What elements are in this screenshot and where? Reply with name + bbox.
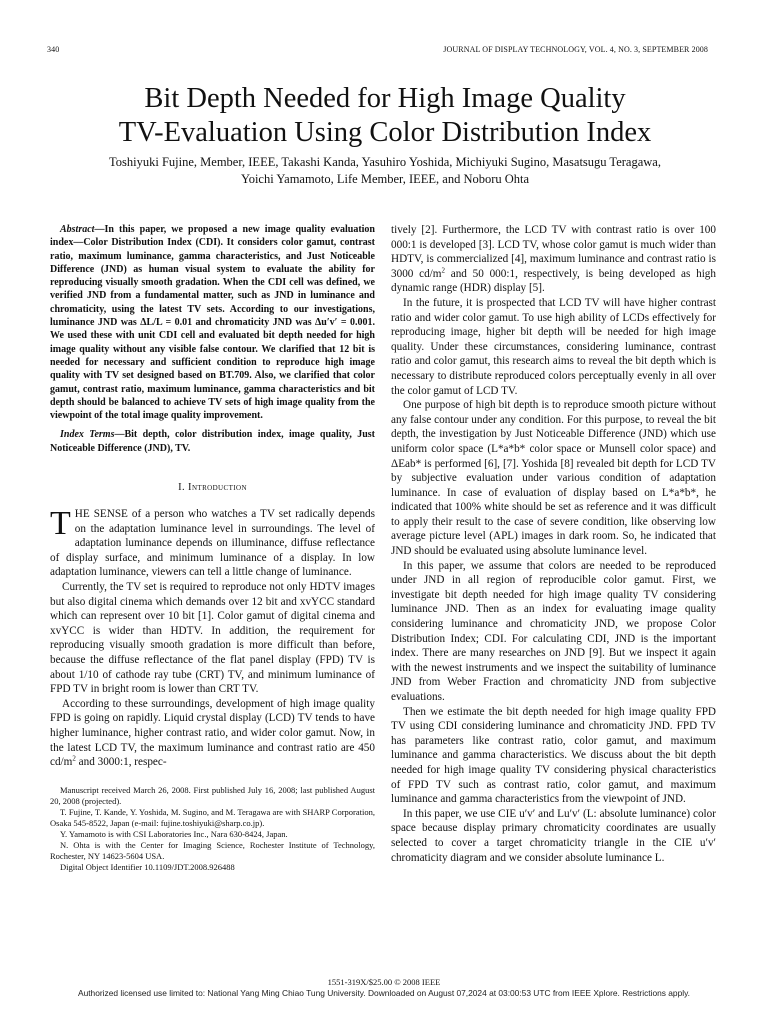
right-paragraph-5: Then we estimate the bit depth needed for high image quality FPD TV using CDI considering luminance and chromaticity JND. FPD TV has parameters like contrast ratio, color gamut, and maximum luminance and gamma characteristics. We discuss about the bit depth needed for high image quality TV considering physical characteristics of FPD TV such as contrast ratio, color gamut, and maximum luminance and gamma characteristics from the viewpoint of JND. [391, 705, 716, 806]
intro-p3-text-a: According to these surroundings, development of high image quality FPD is going on rapidly. Liquid crystal display (LCD) TV tends to have higher luminance, higher contrast ratio, and wider color gamut. Now, in the latest LCD TV, the maximum luminance and contrast ratio are 450 cd/m [50, 697, 375, 769]
title-line-1: Bit Depth Needed for High Image Quality [144, 83, 626, 114]
title-line-2: TV-Evaluation Using Color Distribution Index [118, 117, 652, 148]
paper-title [40, 82, 730, 150]
right-p1-text-a: tively [2]. Furthermore, the LCD TV with contrast ratio is over 100 000:1 is developed [3]. LCD TV, whose color gamut is much wider than HDTV, is commercialized [4], maximum luminance and contrast ratio is 3000 cd/m [391, 224, 716, 280]
footnote-affiliation-rit: N. Ohta is with the Center for Imaging Science, Rochester Institute of Technology, Rochester, NY 14623-5604 USA. [50, 839, 375, 861]
section-title: Introduction [188, 482, 247, 494]
footnote-received: Manuscript received March 26, 2008. First published July 16, 2008; last published August 20, 2008 (projected). [50, 784, 375, 806]
authors-line-1: Toshiyuki Fujine, Member, IEEE, Takashi Kanda, Yasuhiro Yoshida, Michiyuki Sugino, Masatsugu Teragawa, [109, 155, 661, 169]
right-paragraph-6: In this paper, we use CIE u′v′ and Lu′v′ (L: absolute luminance) color space because display primary chromaticity coordinates are usually selected to cover a target chromaticity triangle in the CIE u′v′ chromaticity diagram and we consider absolute luminance L. [391, 807, 716, 864]
footnote-affiliation-sharp: T. Fujine, T. Kande, Y. Yoshida, M. Sugino, and M. Teragawa are with SHARP Corporation, Osaka 545-8522, Japan (e-mail: fujine.toshiyuki@sharp.co.jp). [50, 806, 375, 828]
index-terms [50, 428, 375, 455]
intro-p1-text: HE SENSE of a person who watches a TV set radically depends on the adaptation luminance level in surroundings. The level of adaptation luminance depends on illuminance, diffuse reflectance of display surface, and minimum luminance of a display. In low adaptation luminance, viewers can tell a little change of luminance. [50, 508, 375, 579]
right-paragraph-4: In this paper, we assume that colors are needed to be reproduced under JND in all region of reproducible color gamut. First, we investigate bit depth needed for high image quality TV considering luminance JND. Then as an index for evaluating image quality considering luminance and chromaticity JND, we propose Color Distribution Index; CDI. For calculating CDI, JND is the important index. There are many researches on JND [9]. But we inspect it again with the newest instruments and we inspect the suitability of luminance JND from Weber Fraction and chromaticity JND from subjective evaluations. [391, 559, 716, 703]
copyright-line: 1551-319X/$25.00 © 2008 IEEE [327, 977, 441, 987]
superscript: 2 [441, 266, 445, 275]
left-column [50, 223, 375, 873]
right-paragraph-3: One purpose of high bit depth is to reproduce smooth picture without any false contour under any condition. For this purpose, to reveal the bit depth, the investigation by Just Noticeable Difference (JND) which use uniform color space (L*a*b* color space or Munsell color space) and ΔEab* is performed [6], [7]. Yoshida [8] revealed bit depth for LCD TV by subjective evaluation under various condition of adaptation luminance. In case of evaluation of display based on L*a*b*, he indicated that 100% white should be set as reference and it was difficult to apply their result to the case of severe condition, like observing low average picture level (APL) images in dark room. So, he indicated that JND should be evaluated using absolute luminance level. [391, 399, 716, 558]
footnote-affiliation-csi: Y. Yamamoto is with CSI Laboratories Inc., Nara 630-8424, Japan. [60, 828, 288, 839]
intro-paragraph-2: Currently, the TV set is required to reproduce not only HDTV images but also digital cinema which demands over 12 bit and xvYCC standard which can represent over 10 bit [1]. Color gamut of digital cinema and xvYCC is wider than HDTV. In addition, the requirement for reproducing visually smooth gradation is more difficult than before, because the diffuse reflectance of the flat panel display (FPD) TV is about 1/10 of cathode ray tube (CRT) TV, and minimum luminance of FPD TV in bright room is lower than CRT TV. [50, 581, 375, 696]
page-number: 340 [47, 45, 60, 54]
intro-p3-text-b: and 3000:1, respec- [75, 756, 167, 769]
index-terms-lead: Index Terms [60, 429, 115, 441]
journal-header: JOURNAL OF DISPLAY TECHNOLOGY, VOL. 4, NO. 3, SEPTEMBER 2008 [443, 45, 708, 54]
abstract-text: —In this paper, we proposed a new image quality evaluation index—Color Distribution Index (CDI). It considers color gamut, contrast ratio, maximum luminance, gamma characteristics, and Just Noticeable Difference (JND) as human visual system to evaluate the ability for reproducing visually smooth gradation. When the CDI cell was defined, we verified JND from a fundamental matter, such as JND in luminance and chromaticity, using the latest TV sets. According to our investigations, luminance JND was ΔL/L = 0.01 and chromaticity JND was Δu′v′ = 0.001. We used these with unit CDI cell and evaluated bit depth needed for high image quality without any visible false contour. We clarified that 12 bit is needed for necessary and sufficient condition to reproduce high image quality with TV set designed based on BT.709. Also, we clarified that color gamut, contrast ratio, maximum luminance, gamma characteristics and bit depth should be balanced to achieve TV sets of high image quality from the viewpoint of the total image quality improvement. [50, 224, 375, 422]
intro-paragraph-3 [50, 697, 375, 770]
superscript: 2 [72, 754, 76, 763]
footnote-doi: Digital Object Identifier 10.1109/JDT.2008.926488 [60, 861, 235, 872]
right-p1-text-b: and 50 000:1, respectively, is being developed as high dynamic range (HDR) display [5]. [391, 267, 716, 295]
drop-cap: T [50, 505, 71, 543]
abstract-lead: Abstract [60, 224, 95, 235]
section-number: I. [178, 482, 189, 494]
intro-paragraph-1 [50, 507, 375, 580]
index-terms-text: —Bit depth, color distribution index, image quality, Just Noticeable Difference (JND), TV. [50, 429, 375, 454]
footnotes [50, 785, 375, 873]
authors-line-2: Yoichi Yamamoto, Life Member, IEEE, and Noboru Ohta [240, 172, 530, 186]
section-heading [50, 482, 375, 493]
author-list [50, 154, 720, 188]
right-paragraph-1 [391, 223, 716, 296]
right-column [391, 223, 716, 865]
license-notice: Authorized licensed use limited to: National Yang Ming Chiao Tung University. Downloaded on August 07,2024 at 03:00:53 UTC from IEEE Xplore. Restrictions apply. [77, 988, 691, 998]
abstract [50, 223, 375, 422]
right-paragraph-2: In the future, it is prospected that LCD TV will have higher contrast ratio and wider color gamut. To use high ability of LCDs effectively for reproducing image, higher bit depth will be needed for high image quality. Under these circumstances, considering luminance, contrast ratio and color gamut, this research aims to reveal the bit depth which is necessary to distribute reproduced colors perceptually evenly in all over the color gamut of LCD TV. [391, 296, 716, 397]
